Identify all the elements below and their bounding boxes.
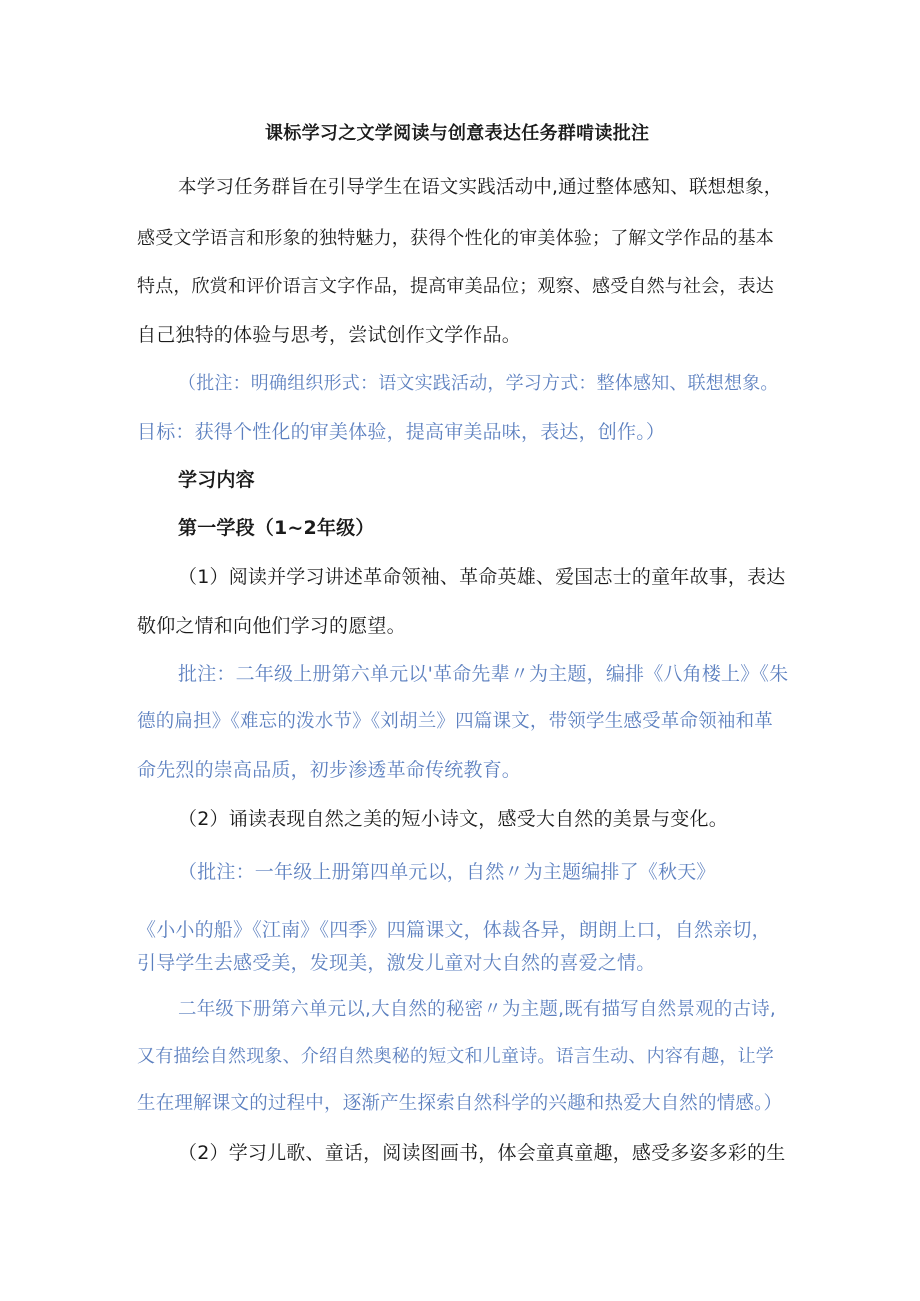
item-line: （1）阅读并学习讲述革命领袖、革命英雄、爱国志士的童年故事，表达 xyxy=(178,566,786,588)
annotation-line: （批注：明确组织形式：语文实践活动，学习方式：整体感知、联想想象。 xyxy=(178,373,779,394)
intro-line: 自己独特的体验与思考，尝试创作文学作品。 xyxy=(137,324,522,346)
item-line: （2）学习儿歌、童话，阅读图画书，体会童真童趣，感受多姿多彩的生 xyxy=(178,1142,786,1164)
annotation-line: 《小小的船》《江南》《四季》四篇课文，体裁各异，朗朗上口，自然亲切， xyxy=(137,919,771,941)
section-heading-content: 学习内容 xyxy=(178,469,255,491)
annotation-line: 德的扁担》《难忘的泼水节》《刘胡兰》四篇课文，带领学生感受革命领袖和革 xyxy=(137,711,774,732)
section-heading-stage1: 第一学段（1~2年级） xyxy=(178,517,375,539)
annotation-line: 又有描绘自然现象、介绍自然奥秘的短文和儿童诗。语言生动、内容有趣，让学 xyxy=(137,1046,774,1067)
item-line: （2）诵读表现自然之美的短小诗文，感受大自然的美景与变化。 xyxy=(178,808,728,830)
annotation-line: 目标：获得个性化的审美体验，提高审美品味，表达，创作。） xyxy=(137,421,666,443)
annotation-line: 批注：二年级上册第六单元以'革命先辈〃为主题，编排《八角楼上》《朱 xyxy=(178,663,789,685)
annotation-line: 引导学生去感受美，发现美，激发儿童对大自然的喜爱之情。 xyxy=(137,952,656,974)
intro-line: 本学习任务群旨在引导学生在语文实践活动中,通过整体感知、联想想象， xyxy=(178,177,783,198)
annotation-line: （批注：一年级上册第四单元以，自然〃为主题编排了《秋天》 xyxy=(178,861,716,883)
document-title: 课标学习之文学阅读与创意表达任务群啃读批注 xyxy=(265,123,650,144)
intro-line: 特点，欣赏和评价语言文字作品，提高审美品位；观察、感受自然与社会，表达 xyxy=(137,276,774,297)
annotation-line: 命先烈的崇高品质，初步渗透革命传统教育。 xyxy=(137,759,522,781)
intro-line: 感受文学语言和形象的独特魅力，获得个性化的审美体验；了解文学作品的基本 xyxy=(137,228,774,249)
item-line: 敬仰之情和向他们学习的愿望。 xyxy=(137,615,406,637)
annotation-line: 生在理解课文的过程中，逐渐产生探索自然科学的兴趣和热爱大自然的情感。） xyxy=(137,1093,783,1114)
annotation-line: 二年级下册第六单元以,大自然的秘密〃为主题,既有描写自然景观的古诗, xyxy=(178,999,776,1020)
